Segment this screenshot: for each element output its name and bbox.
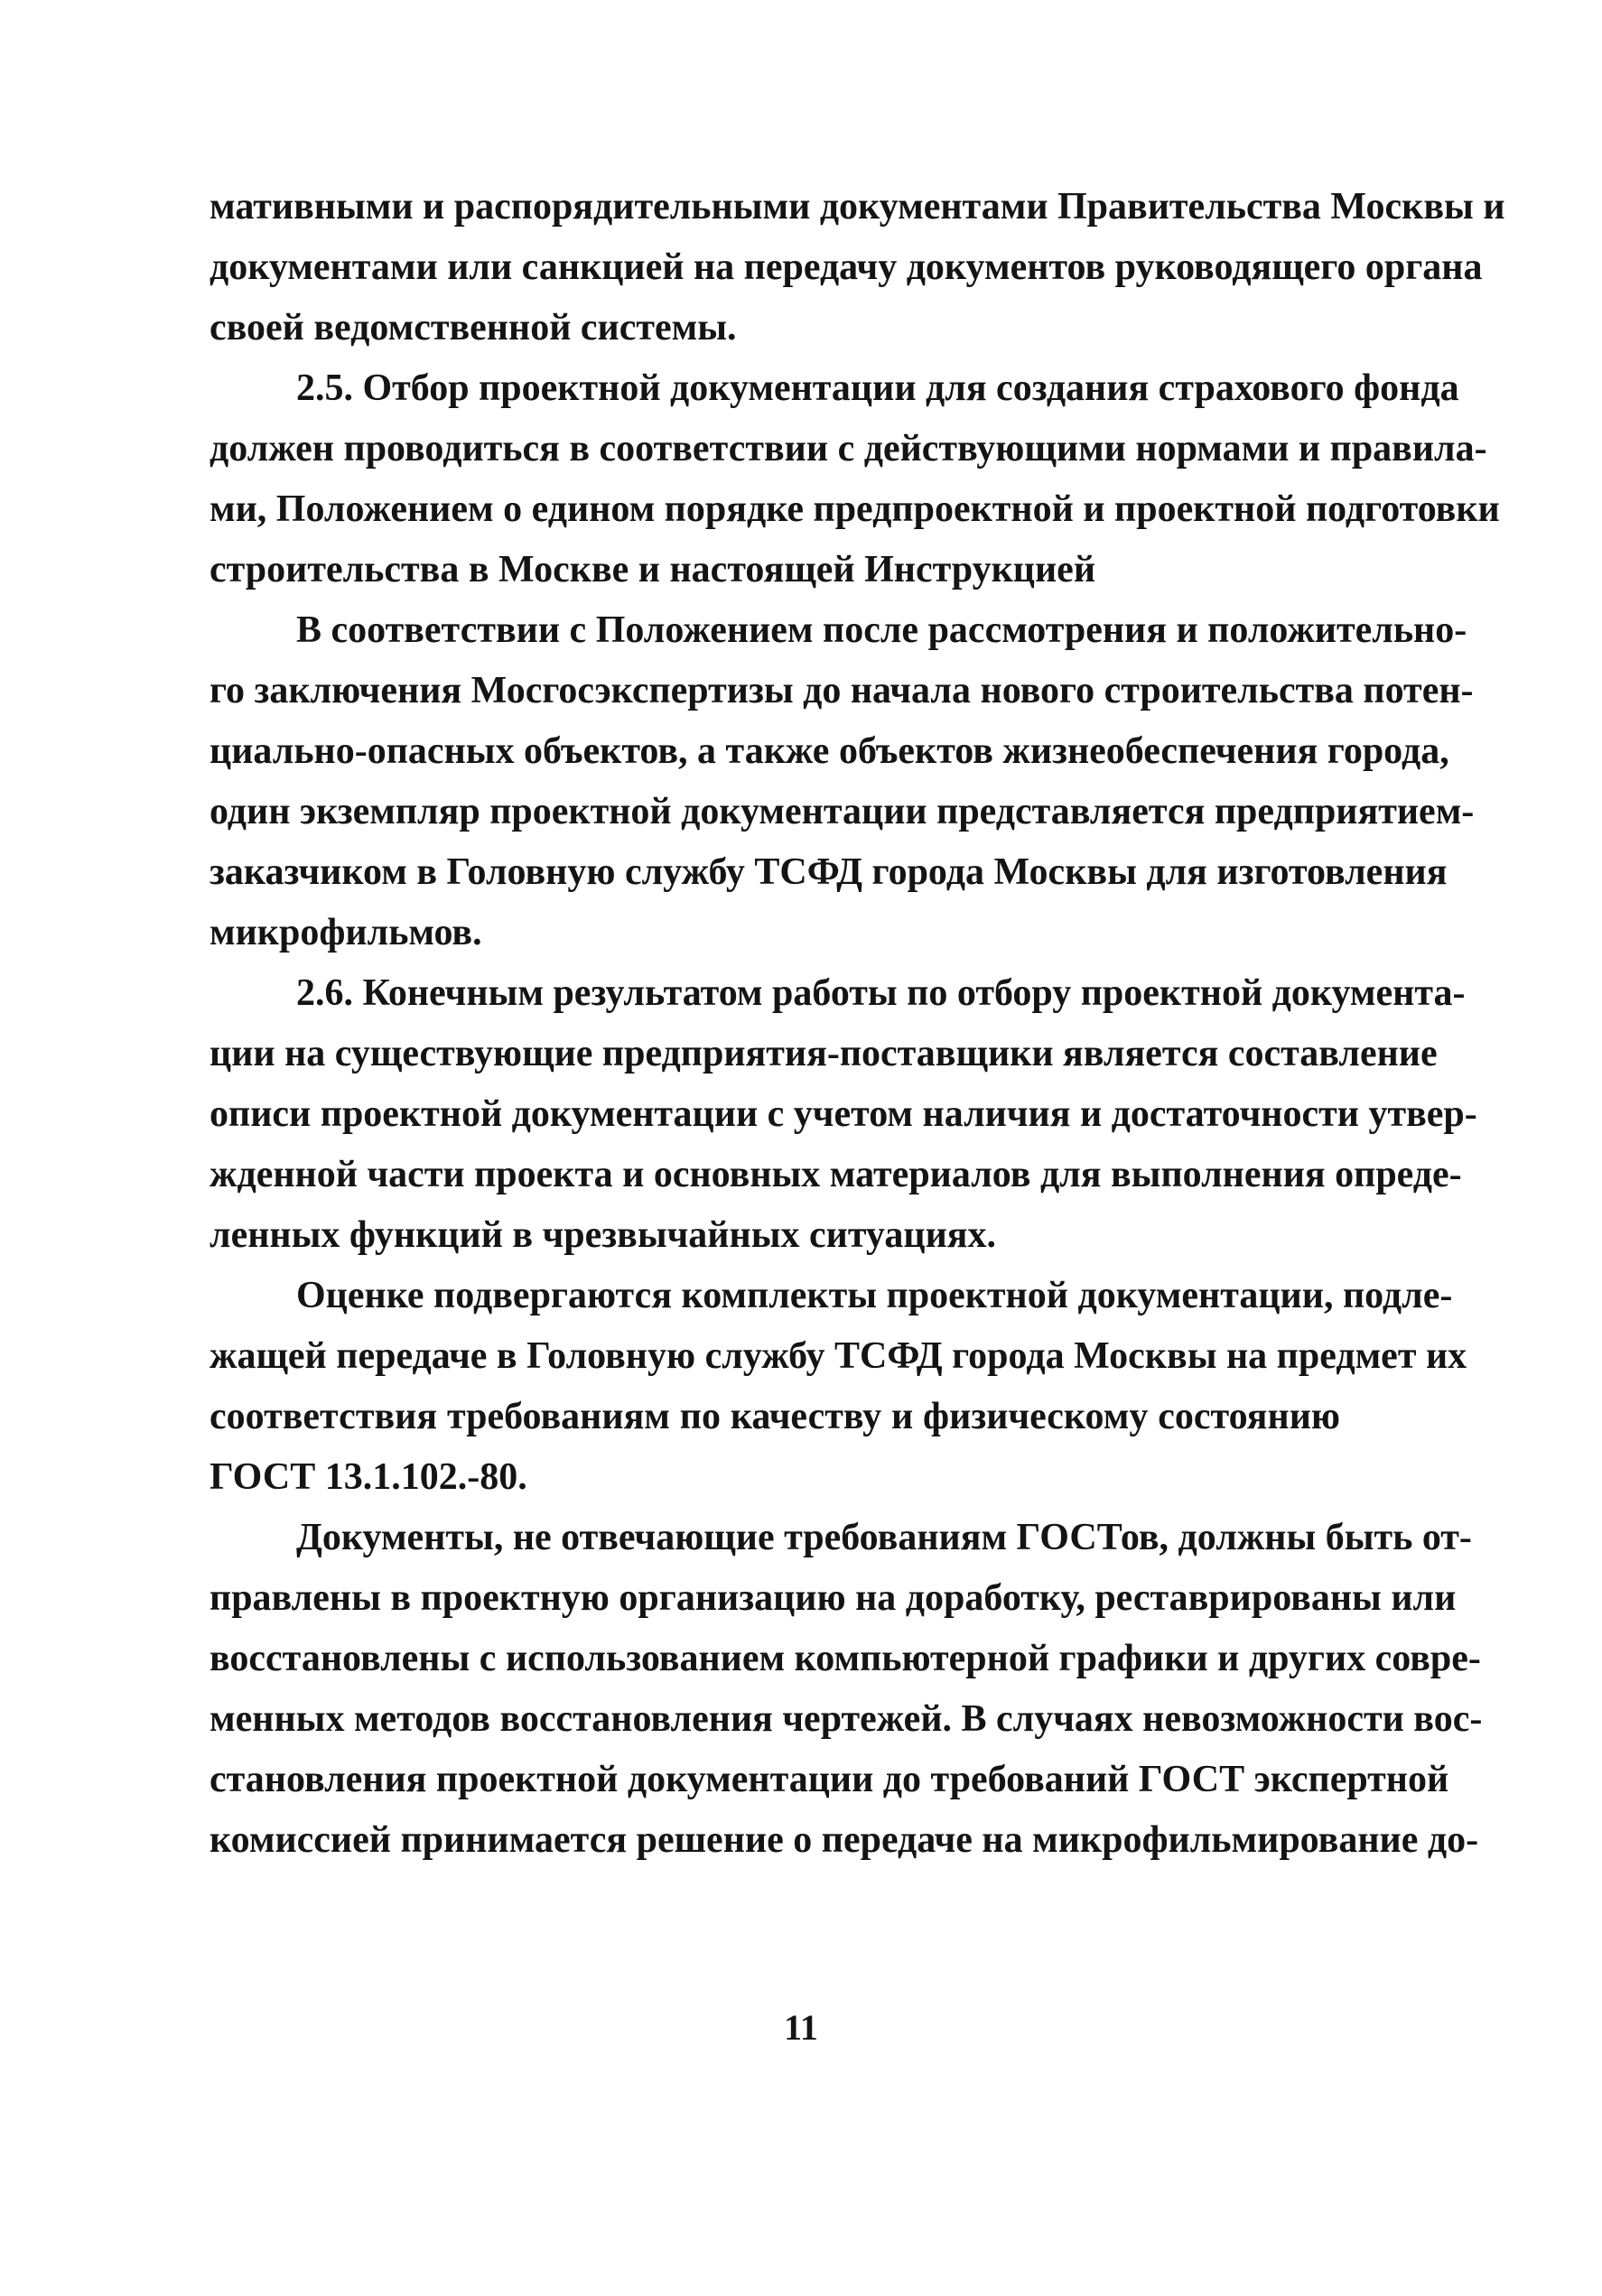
text-line: жащей передаче в Головную службу ТСФД города Москвы на предмет их <box>210 1335 1467 1377</box>
text-line: Документы, не отвечающие требованиям ГОСТов, должны быть от- <box>296 1517 1472 1558</box>
text-line: восстановлены с использованием компьютерной графики и других совре- <box>210 1638 1481 1679</box>
text-line: ми, Положением о едином порядке предпроектной и проектной подготовки <box>210 488 1500 530</box>
page-number: 11 <box>784 2007 818 2048</box>
text-line: Оценке подвергаются комплекты проектной документации, подле- <box>296 1275 1453 1316</box>
text-line: мативными и распорядительными документами Правительства Москвы и <box>210 186 1505 228</box>
text-line: В соответствии с Положением после рассмотрения и положительно- <box>296 609 1467 651</box>
text-line: ленных функций в чрезвычайных ситуациях. <box>210 1214 996 1256</box>
text-line: циально-опасных объектов, а также объектов жизнеобеспечения города, <box>210 730 1449 772</box>
text-line: соответствия требованиям по качеству и физическому состоянию <box>210 1396 1340 1437</box>
text-line: менных методов восстановления чертежей. В случаях невозможности вос- <box>210 1698 1483 1740</box>
text-line: го заключения Мосгосэкспертизы до начала нового строительства потен- <box>210 670 1474 711</box>
text-line: документами или санкцией на передачу документов руководящего органа <box>210 246 1483 288</box>
body-text <box>210 177 1505 1871</box>
text-line: описи проектной документации с учетом наличия и достаточности утвер- <box>210 1093 1477 1135</box>
text-line: ции на существующие предприятия-поставщики является составление <box>210 1033 1438 1074</box>
text-line: правлены в проектную организацию на доработку, реставрированы или <box>210 1577 1457 1619</box>
text-line: своей ведомственной системы. <box>210 307 737 349</box>
text-line: строительства в Москве и настоящей Инструкцией <box>210 549 1096 590</box>
text-line: комиссией принимается решение о передаче на микрофильмирование до- <box>210 1819 1479 1861</box>
text-line: 2.5. Отбор проектной документации для создания страхового фонда <box>296 367 1459 409</box>
text-line: становления проектной документации до требований ГОСТ экспертной <box>210 1759 1449 1800</box>
text-line: 2.6. Конечным результатом работы по отбору проектной документа- <box>296 972 1466 1014</box>
text-line: заказчиком в Головную службу ТСФД города Москвы для изготовления <box>210 851 1448 893</box>
text-line: микрофильмов. <box>210 912 482 953</box>
text-line: ГОСТ 13.1.102.-80. <box>210 1456 527 1498</box>
text-line: жденной части проекта и основных материалов для выполнения опреде- <box>210 1154 1462 1195</box>
text-line: должен проводиться в соответствии с действующими нормами и правила- <box>210 428 1487 469</box>
text-line: один экземпляр проектной документации представляется предприятием- <box>210 791 1475 832</box>
